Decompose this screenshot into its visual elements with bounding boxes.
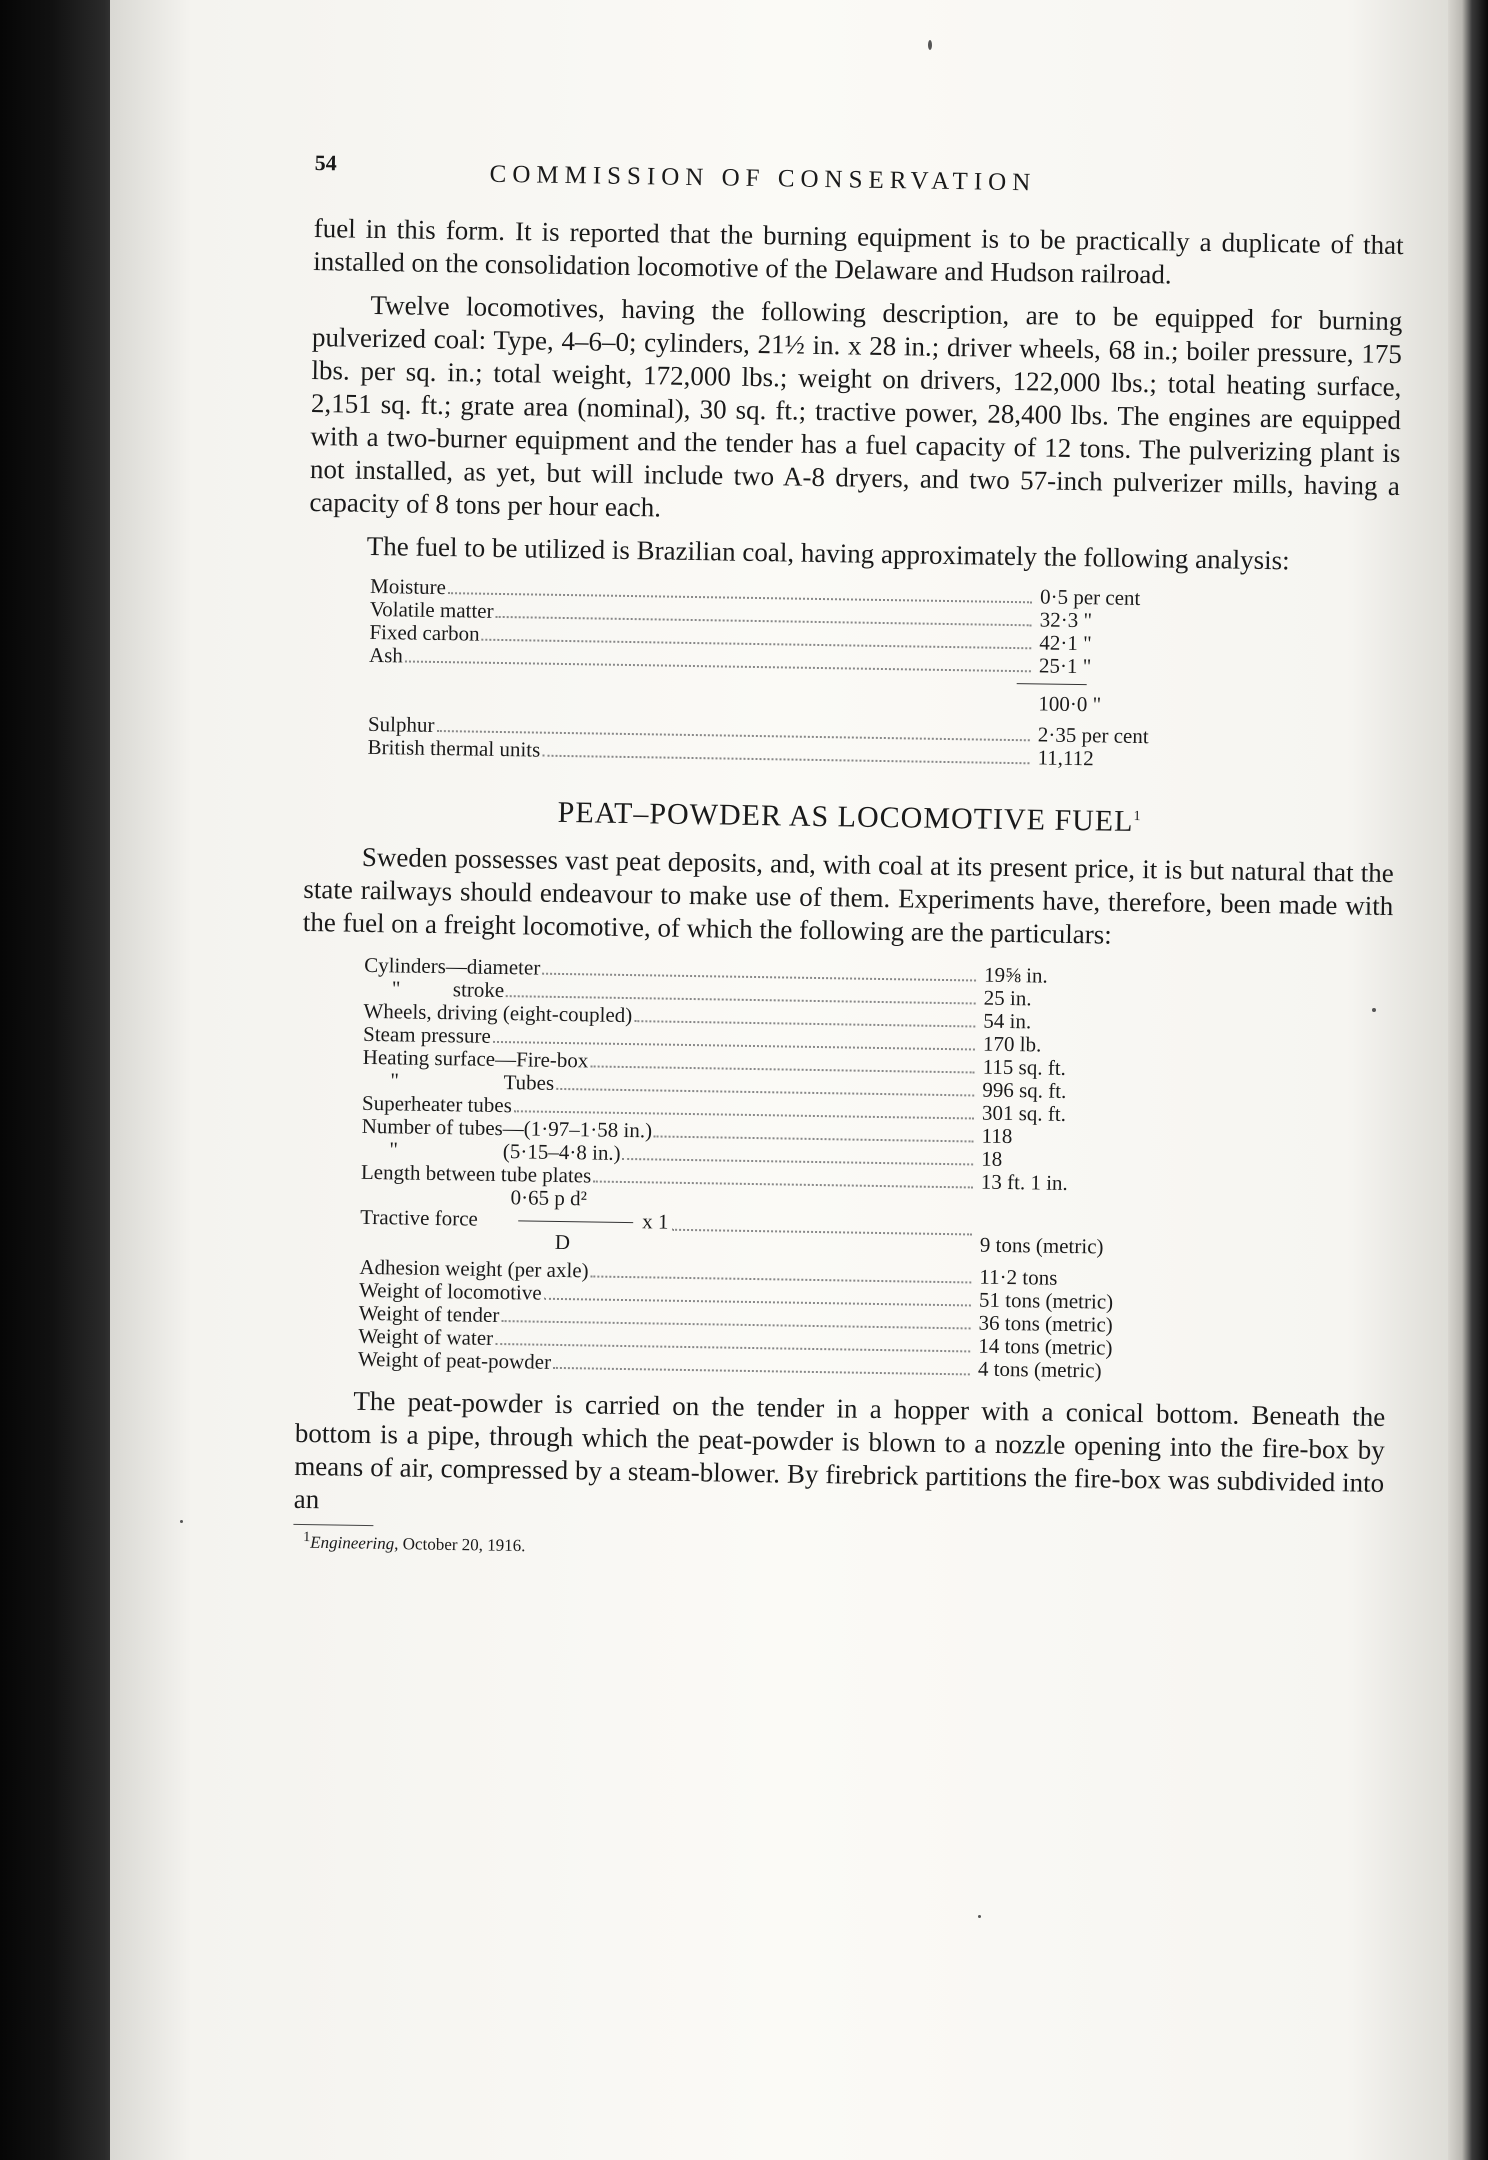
particular-label: " (5·15–4·8 in.) (389, 1137, 621, 1165)
analysis-value: 42·1 (1039, 630, 1079, 656)
leader-dots (542, 755, 1029, 765)
particular-label: Adhesion weight (per axle) (359, 1254, 589, 1283)
fraction-bar (518, 1220, 633, 1223)
particular-label: Steam pressure (362, 1021, 492, 1048)
leader-dots (553, 1367, 970, 1376)
analysis-label: Moisture (369, 573, 447, 600)
analysis-label: Ash (368, 642, 404, 668)
tractive-force-label: Tractive force (360, 1204, 479, 1231)
particular-value: 14 tons (metric) (978, 1333, 1113, 1360)
leader-dots (590, 1065, 974, 1073)
particular-value: 118 (981, 1123, 1013, 1149)
coal-analysis-table (367, 575, 1190, 772)
particular-value: 115 sq. ft. (982, 1054, 1067, 1080)
footnote-number: 1 (303, 1528, 311, 1546)
analysis-value: 25·1 (1038, 653, 1078, 679)
running-title: COMMISSION OF CONSERVATION (489, 160, 1037, 197)
footnote-source: Engineering (310, 1532, 395, 1554)
particular-value: 18 (981, 1146, 1003, 1171)
scan-speck (978, 1915, 981, 1918)
paragraph-4: Sweden possesses vast peat deposits, and, with coal at its present price, it is but natural that the state railways should endeavour to make use of them. Experiments have, therefore, been made with the fuel on a freight locomotive, of which the following are the particulars: (302, 841, 1395, 950)
particular-label: Length between tube plates (360, 1159, 592, 1188)
leader-dots (593, 1180, 973, 1188)
running-head (314, 150, 1405, 223)
analysis-unit: per cent (1073, 584, 1141, 611)
particular-label: Weight of tender (358, 1300, 500, 1328)
book-spine-edge (1448, 0, 1488, 2160)
analysis-label: Fixed carbon (369, 619, 480, 646)
formula-denominator: D (554, 1229, 571, 1255)
analysis-unit: per cent (1081, 723, 1149, 749)
analysis-value: 11,112 (1037, 745, 1094, 771)
analysis-label: British thermal units (367, 734, 541, 762)
particular-label: Weight of water (358, 1323, 494, 1350)
analysis-value: 32·3 (1039, 607, 1079, 633)
analysis-value: 0·5 (1039, 584, 1069, 609)
particular-label: Weight of locomotive (358, 1277, 542, 1305)
page-number: 54 (314, 150, 337, 176)
particular-value: 4 tons (metric) (977, 1356, 1102, 1383)
particular-value: 19⅝ in. (983, 962, 1048, 988)
analysis-label: Volatile matter (369, 596, 494, 623)
paragraph-1: fuel in this form. It is reported that the burning equipment is to be practically a duplicate of that installed on the consolidation locomotive of the Delaware and Hudson railroad. (313, 212, 1404, 290)
formula-multiplier: x 1 (642, 1209, 669, 1234)
book-page (110, 0, 1455, 2160)
tractive-force-value: 9 tons (metric) (979, 1232, 1104, 1259)
leader-dots (591, 1275, 972, 1283)
analysis-total-unit: " (1092, 692, 1102, 717)
particular-value: 170 lb. (982, 1031, 1042, 1057)
leader-dots (634, 1020, 975, 1027)
particular-label: Wheels, driving (eight-coupled) (363, 998, 633, 1028)
leader-dots (623, 1158, 974, 1166)
analysis-label: Sulphur (367, 711, 435, 737)
footnote-marker: 1 (1133, 808, 1142, 825)
particular-label: Heating surface—Fire-box (362, 1044, 589, 1073)
paragraph-3: The fuel to be utilized is Brazilian coal, having approximately the following analysis: (366, 530, 1290, 576)
analysis-unit: " (1083, 608, 1093, 633)
scan-speck (928, 40, 932, 50)
analysis-unit: " (1082, 631, 1092, 656)
section-heading (304, 792, 1394, 843)
leader-dots (654, 1135, 974, 1142)
particular-value: 11·2 tons (979, 1264, 1058, 1290)
tractive-force-row (360, 1184, 1181, 1269)
particular-label: Weight of peat-powder (357, 1346, 552, 1374)
footnote (293, 1529, 1383, 1570)
scan-speck (180, 1520, 183, 1523)
particular-value: 25 in. (983, 985, 1032, 1011)
analysis-value: 2·35 (1037, 722, 1077, 748)
particular-value: 51 tons (metric) (978, 1287, 1114, 1314)
paragraph-5: The peat-powder is carried on the tender in a hopper with a conical bottom. Beneath the bottom is a pipe, through which the peat-powder is blown to a nozzle opening into the fire-box by means of air, compressed by a steam-blower. By firebrick partitions the fire-box was subdivided into an (293, 1385, 1386, 1515)
total-rule (1017, 683, 1087, 685)
particular-value: 36 tons (metric) (978, 1310, 1113, 1337)
particular-label: Superheater tubes (361, 1090, 513, 1118)
particular-label: Number of tubes—(1·97–1·58 in.) (361, 1113, 653, 1143)
leader-dots (672, 1229, 972, 1236)
particular-label: " stroke (391, 976, 505, 1003)
analysis-total-row (368, 682, 1188, 718)
leader-dots (405, 660, 1031, 672)
section-title: PEAT–POWDER AS LOCOMOTIVE FUEL (557, 795, 1134, 838)
locomotive-particulars-table (358, 954, 1184, 1384)
footnote-rule (293, 1524, 373, 1526)
footnote-date: , October 20, 1916. (394, 1534, 526, 1556)
particular-value: 54 in. (983, 1008, 1032, 1034)
analysis-unit: " (1082, 654, 1092, 679)
analysis-total-value: 100·0 (1038, 691, 1088, 717)
page-content (293, 150, 1405, 1570)
particular-value: 13 ft. 1 in. (980, 1169, 1068, 1195)
particular-label: Cylinders—diameter (364, 952, 541, 980)
particular-label: " Tubes (390, 1068, 555, 1095)
particular-value: 301 sq. ft. (981, 1100, 1067, 1126)
paragraph-2: Twelve locomotives, having the following description, are to be equipped for burning pulverized coal: Type, 4–6–0; cylinders, 21½ in. x 28 in.; driver wheels, 68 in.; boiler pressure, 175 lbs. per sq. in.; total weight, 172,000 lbs.; weight on drivers, 122,000 lbs.; total heating surface, 2,151 sq. ft.; grate area (nominal), 30 sq. ft.; tractive power, 28,400 lbs. The engines are equipped with a two-burner equipment and the tender has a fuel capacity of 12 tons. The pulverizing plant is not installed, as yet, but will include two A-8 dryers, and two 57-inch pulverizer mills, having a capacity of 8 tons per hour each. (309, 289, 1403, 523)
formula-numerator: 0·65 p d² (510, 1185, 588, 1211)
particular-value: 996 sq. ft. (982, 1077, 1067, 1103)
